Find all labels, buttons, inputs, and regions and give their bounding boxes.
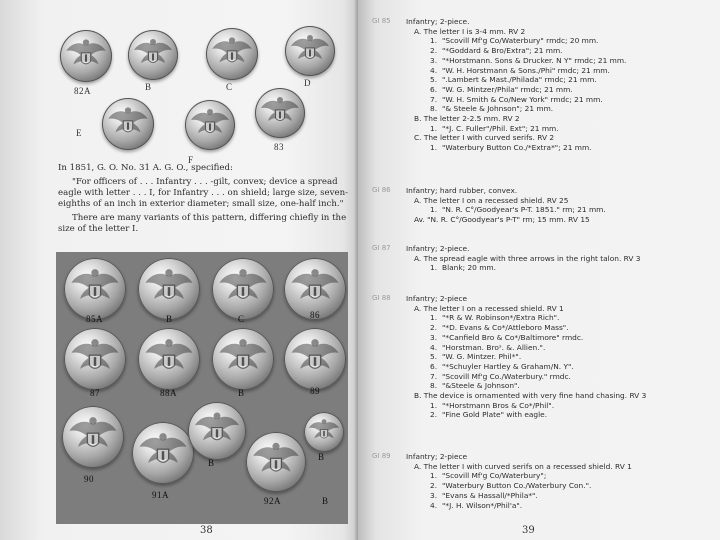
button-photo [212, 258, 274, 320]
list-item [430, 491, 712, 501]
eagle-emblem-icon [64, 328, 126, 390]
button-photo [304, 412, 344, 452]
item-text: "W. G. Mintzer/Phila" rmdc; 21 mm. [442, 84, 573, 94]
item-number: 8. [430, 104, 438, 114]
item-text: "Waterbury Button Co./*Extra*"; 21 mm. [442, 143, 592, 153]
item-text: "N. R. C°/Goodyear's P-T. 1851." rm; 21 mm. [442, 205, 606, 215]
item-number: 7. [430, 94, 438, 104]
entry-section-heading: A. The spread eagle with three arrows in the right talon. RV 3 [414, 253, 641, 263]
photo-label: 82A [74, 86, 91, 96]
eagle-emblem-icon [132, 422, 194, 484]
list-item [430, 401, 712, 411]
eagle-emblem-icon [304, 412, 344, 452]
list-item [430, 333, 712, 343]
entry-section-heading: A. The letter I with curved serifs on a recessed shield. RV 1 [414, 461, 632, 471]
photo-label: B [238, 388, 245, 398]
button-photo [138, 328, 200, 390]
item-number: 1. [430, 143, 438, 153]
eagle-emblem-icon [284, 328, 346, 390]
entry-id: GI 85 [372, 17, 391, 25]
list-item [430, 372, 712, 382]
button-photo [102, 98, 154, 150]
button-photo [128, 30, 178, 80]
entry-id: GI 88 [372, 294, 391, 302]
item-text: "&Steele & Johnson". [442, 381, 520, 391]
button-photo [212, 328, 274, 390]
entry-section-heading: B. The device is ornamented with very fine hand chasing. RV 3 [414, 391, 647, 401]
list-item [430, 46, 712, 56]
item-text: Blank; 20 mm. [442, 263, 496, 273]
item-number: 4. [430, 500, 438, 510]
photo-label: C [226, 82, 233, 92]
item-number: 2. [430, 481, 438, 491]
button-photo [285, 26, 335, 76]
button-photo [64, 258, 126, 320]
item-text: "Waterbury Button Co./Waterbury Con.". [442, 481, 592, 491]
top-button-photo [0, 14, 358, 169]
photo-label: 83 [274, 142, 284, 152]
button-photo [284, 328, 346, 390]
item-number: 8. [430, 381, 438, 391]
photo-label: B [208, 458, 215, 468]
list-item [430, 362, 712, 372]
left-caption [58, 163, 356, 238]
eagle-emblem-icon [206, 28, 258, 80]
eagle-emblem-icon [188, 402, 246, 460]
list-item [430, 471, 712, 481]
item-text: "*Schuyler Hartley & Graham/N. Y". [442, 361, 574, 371]
eagle-emblem-icon [185, 100, 235, 150]
item-number: 5. [430, 75, 438, 85]
eagle-emblem-icon [255, 88, 305, 138]
eagle-emblem-icon [62, 406, 124, 468]
item-number: 4. [430, 342, 438, 352]
entry-title: Infantry; 2-piece. [406, 17, 470, 26]
photo-label: B [318, 452, 325, 462]
catalog-entry [372, 186, 712, 225]
item-text: "Scovill Mf'g Co./Waterbury." rmdc. [442, 371, 571, 381]
caption-intro: In 1851, G. O. No. 31 A. G. O., specified: [58, 163, 233, 173]
list-item [430, 124, 712, 134]
item-text: "W. G. Mintzer. Phil*". [442, 352, 522, 362]
button-photo [64, 328, 126, 390]
catalog-entry [372, 294, 712, 420]
page-number: 39 [522, 525, 535, 536]
item-text: ".Lambert & Mast./Philada" rmdc; 21 mm. [442, 75, 597, 85]
item-number: 6. [430, 361, 438, 371]
item-number: 3. [430, 490, 438, 500]
button-photo [132, 422, 194, 484]
photo-label: 90 [84, 474, 94, 484]
item-number: 1. [430, 400, 438, 410]
eagle-emblem-icon [102, 98, 154, 150]
photo-label: F [188, 155, 194, 165]
page-number: 38 [200, 525, 213, 536]
list-item [430, 205, 712, 215]
list-item [430, 352, 712, 362]
entry-id: GI 87 [372, 244, 391, 252]
item-number: 4. [430, 65, 438, 75]
photo-label: 87 [90, 388, 100, 398]
left-page [0, 0, 358, 540]
catalog-entry [372, 244, 712, 273]
item-number: 1. [430, 471, 438, 481]
item-text: "*Goddard & Bro/Extra"; 21 mm. [442, 46, 563, 56]
item-number: 1. [430, 313, 438, 323]
list-item [430, 263, 712, 273]
list-item [430, 56, 712, 66]
photo-label: B [322, 496, 329, 506]
item-text: "*D. Evans & Co*/Attleboro Mass". [442, 323, 569, 333]
item-number: 5. [430, 352, 438, 362]
item-number: 2. [430, 46, 438, 56]
entry-section-heading: B. The letter 2-2.5 mm. RV 2 [414, 114, 520, 124]
eagle-emblem-icon [138, 258, 200, 320]
button-photo [188, 402, 246, 460]
eagle-emblem-icon [212, 328, 274, 390]
photo-label: E [76, 128, 82, 138]
eagle-emblem-icon [212, 258, 274, 320]
list-item [430, 501, 712, 511]
photo-label: 92A [264, 496, 281, 506]
list-item [430, 410, 712, 420]
item-text: "Scovill Mf'g Co/Waterbury"; [442, 471, 547, 481]
button-photo [206, 28, 258, 80]
eagle-emblem-icon [128, 30, 178, 80]
entry-id: GI 86 [372, 186, 391, 194]
photo-label: 86 [310, 310, 320, 320]
item-text: "Fine Gold Plate" with eagle. [442, 410, 548, 420]
list-item [430, 381, 712, 391]
entry-title: Infantry; 2-piece [406, 452, 468, 461]
item-text: "*Horstmann. Sons & Drucker. N Y" rmdc; 21 mm. [442, 55, 627, 65]
eagle-emblem-icon [285, 26, 335, 76]
eagle-emblem-icon [60, 30, 112, 82]
eagle-emblem-icon [64, 258, 126, 320]
button-photo [246, 432, 306, 492]
eagle-emblem-icon [138, 328, 200, 390]
item-text: "*Horstmann Bros & Co*/Phil". [442, 400, 555, 410]
button-photo [185, 100, 235, 150]
item-text: "*R & W. Robinson*/Extra Rich". [442, 313, 560, 323]
item-text: "*Canfield Bro & Co*/Baltimore" rmdc. [442, 332, 584, 342]
entry-section-heading: A. The letter I on a recessed shield. RV 1 [414, 303, 564, 313]
item-text: "Scovill Mf'g Co/Waterbury" rmdc; 20 mm. [442, 36, 599, 46]
entry-section-heading: Av. "N. R. C°/Goodyear's P-T" rm; 15 mm. RV 15 [414, 215, 590, 225]
photo-label: B [166, 314, 173, 324]
item-number: 2. [430, 410, 438, 420]
button-photo [60, 30, 112, 82]
catalog-entry [372, 17, 712, 153]
item-text: "Evans & Hassall/*Phila*". [442, 490, 538, 500]
list-item [430, 66, 712, 76]
button-photo [255, 88, 305, 138]
list-item [430, 95, 712, 105]
photo-label: 85A [86, 314, 103, 324]
list-item [430, 143, 712, 153]
catalog-entry [372, 452, 712, 510]
item-text: "Horstman. Broˢ. &. Allien.". [442, 342, 546, 352]
item-text: "W. H. Horstmann & Sons./Phi" rmdc; 21 mm. [442, 65, 610, 75]
item-number: 6. [430, 84, 438, 94]
list-item [430, 75, 712, 85]
item-number: 7. [430, 371, 438, 381]
item-number: 2. [430, 323, 438, 333]
list-item [430, 85, 712, 95]
item-text: "*J. H. Wilson*/Phil'a". [442, 500, 523, 510]
caption-variants: There are many variants of this pattern, differing chiefly in the size of the letter I. [58, 213, 347, 234]
item-text: "& Steele & Johnson"; 21 mm. [442, 104, 554, 114]
photo-label: C [238, 314, 245, 324]
photo-label: D [304, 78, 311, 88]
entry-title: Infantry; 2-piece [406, 294, 468, 303]
eagle-emblem-icon [246, 432, 306, 492]
list-item [430, 323, 712, 333]
entry-title: Infantry; 2-piece. [406, 244, 470, 253]
photo-label: 89 [310, 386, 320, 396]
list-item [430, 343, 712, 353]
item-number: 3. [430, 55, 438, 65]
list-item [430, 104, 712, 114]
list-item [430, 36, 712, 46]
button-photo [62, 406, 124, 468]
button-photo-plate [56, 252, 348, 524]
button-photo [138, 258, 200, 320]
item-text: "*J. C. Fuller"/Phil. Ext"; 21 mm. [442, 123, 559, 133]
item-number: 1. [430, 205, 438, 215]
item-number: 1. [430, 36, 438, 46]
entry-id: GI 89 [372, 452, 391, 460]
photo-label: 91A [152, 490, 169, 500]
item-number: 1. [430, 263, 438, 273]
item-number: 1. [430, 123, 438, 133]
item-text: "W. H. Smith & Co/New York" rmdc; 21 mm. [442, 94, 603, 104]
item-number: 3. [430, 332, 438, 342]
photo-label: 88A [160, 388, 177, 398]
entry-title: Infantry; hard rubber, convex. [406, 186, 518, 195]
caption-quote: "For officers of . . . Infantry . . . -gilt, convex; device a spread eagle with letter . . . I, for Infantry . . . on shield; large size, seven-eighths of an inch in exterior diameter; small size, one-half inch." [58, 177, 349, 209]
entry-section-heading: A. The letter I is 3-4 mm. RV 2 [414, 26, 526, 36]
photo-label: B [145, 82, 152, 92]
list-item [430, 313, 712, 323]
entry-section-heading: C. The letter I with curved serifs. RV 2 [414, 133, 555, 143]
entry-section-heading: A. The letter I on a recessed shield. RV 25 [414, 195, 569, 205]
list-item [430, 481, 712, 491]
